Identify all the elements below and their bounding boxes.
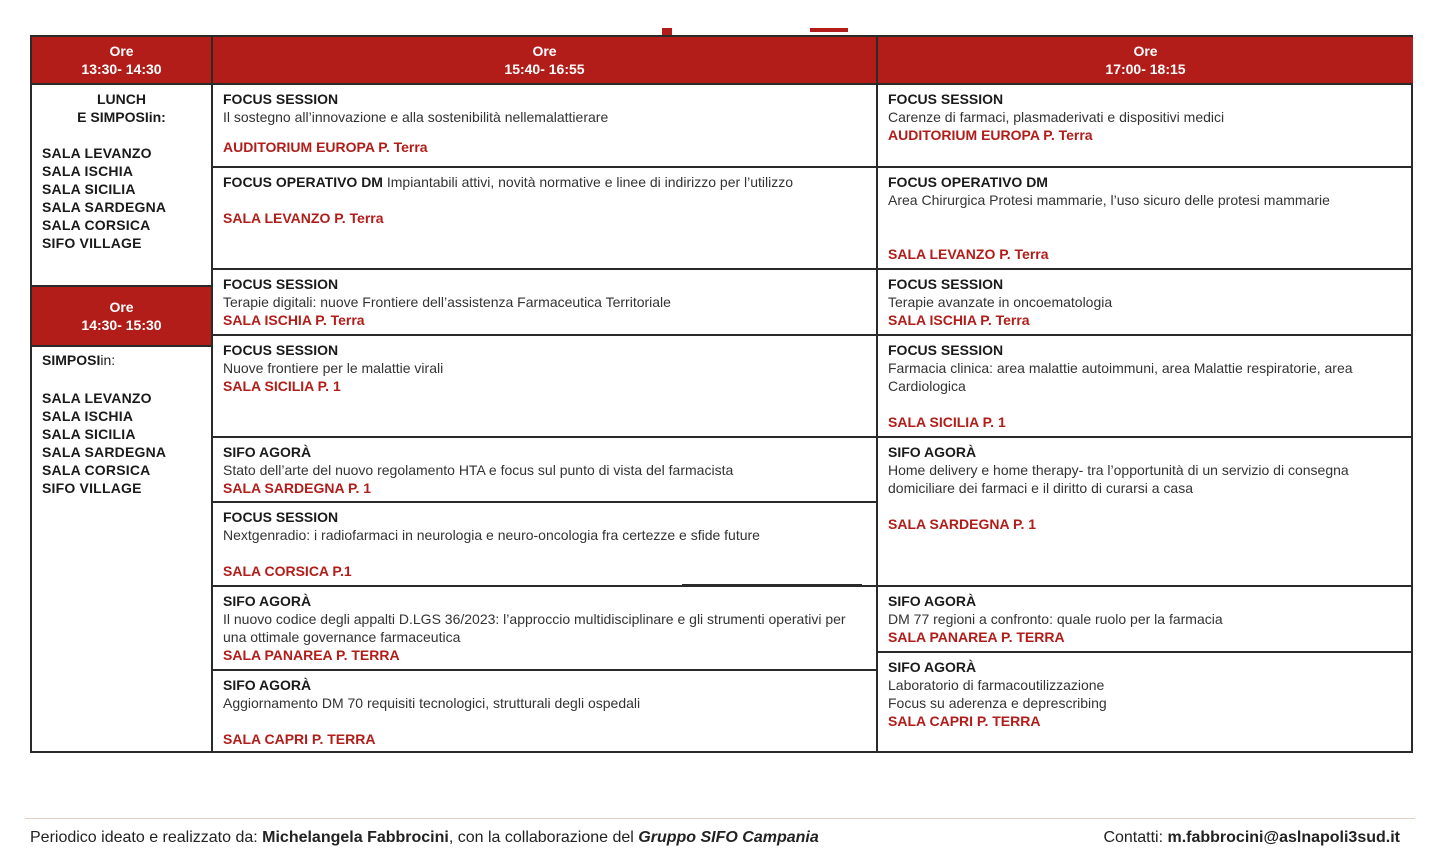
- session-description: Farmacia clinica: area malattie autoimmuni, area Malattie respiratorie, area Cardiologica: [888, 360, 1353, 394]
- footer-email-link[interactable]: m.fabbrocini@aslnapoli3sud.it: [1167, 829, 1400, 846]
- session-room: SALA CORSICA P.1: [223, 563, 352, 579]
- header-label: Ore: [109, 43, 134, 59]
- session-description: Il nuovo codice degli appalti D.LGS 36/2023: l’approccio multidisciplinare e gli strumenti operativi per una ottimale governance farmaceutica: [223, 611, 846, 645]
- session-cell: [213, 336, 876, 436]
- lunch-simposi-block: [32, 90, 211, 252]
- session-room: SALA ISCHIA P. Terra: [888, 312, 1030, 328]
- room-list-item: SALA CORSICA: [42, 462, 151, 478]
- session-description: Laboratorio di farmacoutilizzazione: [888, 677, 1105, 693]
- simposi-label: E SIMPOSI: [77, 109, 149, 125]
- session-room: AUDITORIUM EUROPA P. Terra: [223, 139, 428, 155]
- header-label: Ore: [1133, 43, 1158, 59]
- session-room: AUDITORIUM EUROPA P. Terra: [888, 127, 1093, 143]
- session-cell: [213, 168, 876, 268]
- session-description: Carenze di farmaci, plasmaderivati e dispositivi medici: [888, 109, 1225, 125]
- session-type: FOCUS OPERATIVO DM: [888, 174, 1048, 190]
- session-type: SIFO AGORÀ: [888, 659, 977, 675]
- lunch-label: LUNCH: [97, 91, 146, 107]
- session-room: SALA SICILIA P. 1: [223, 378, 341, 394]
- footer-prefix: Periodico ideato e realizzato da:: [30, 829, 263, 846]
- session-type: FOCUS SESSION: [223, 91, 339, 107]
- session-cell: [213, 503, 876, 585]
- session-description: Nuove frontiere per le malattie virali: [223, 360, 444, 376]
- session-cell: [213, 587, 876, 669]
- session-type: FOCUS SESSION: [888, 342, 1004, 358]
- lunch-title: [42, 90, 201, 126]
- schedule-grid: [30, 35, 1413, 753]
- session-description: Stato dell’arte del nuovo regolamento HTA e focus sul punto di vista del farmacista: [223, 462, 734, 478]
- header-time: 17:00- 18:15: [1105, 61, 1186, 77]
- session-room: SALA SARDEGNA P. 1: [223, 480, 372, 496]
- session-cell: [213, 270, 876, 334]
- session-cell: [878, 653, 1413, 753]
- session-room: SALA PANAREA P. TERRA: [223, 647, 400, 663]
- session-cell: [878, 168, 1413, 268]
- session-cell: [213, 85, 876, 166]
- header-right-time: [878, 37, 1413, 83]
- header-left-time: [32, 37, 211, 83]
- session-cell: [213, 671, 876, 753]
- header-time: 13:30- 14:30: [81, 61, 162, 77]
- footer-group: Gruppo SIFO Campania: [638, 829, 819, 846]
- session-description: Aggiornamento DM 70 requisiti tecnologici, strutturali degli ospedali: [223, 695, 641, 711]
- room-list-item: SALA ISCHIA: [42, 408, 134, 424]
- room-list-item: SALA LEVANZO: [42, 390, 152, 406]
- session-type: SIFO AGORÀ: [223, 444, 312, 460]
- session-cell: [213, 438, 876, 501]
- session-description: Area Chirurgica Protesi mammarie, l’uso sicuro delle protesi mammarie: [888, 192, 1330, 208]
- room-list-item: SALA ISCHIA: [42, 163, 134, 179]
- session-description: Home delivery e home therapy- tra l’opportunità di un servizio di consegna domiciliare dei farmaci e il diritto di curarsi a casa: [888, 462, 1349, 496]
- row-divider: [32, 345, 211, 347]
- session-type: FOCUS SESSION: [223, 276, 339, 292]
- session-cell: [878, 336, 1413, 436]
- simposi-suffix: in:: [148, 109, 166, 125]
- session-description: Il sostegno all’innovazione e alla sostenibilità nellemalattierare: [223, 109, 609, 125]
- session-description: Focus su aderenza e deprescribing: [888, 695, 1107, 711]
- room-list-item: SIFO VILLAGE: [42, 235, 142, 251]
- session-room: SALA CAPRI P. TERRA: [888, 713, 1041, 729]
- session-room: SALA PANAREA P. TERRA: [888, 629, 1065, 645]
- footer-divider: [25, 818, 1415, 819]
- session-type: FOCUS SESSION: [888, 276, 1004, 292]
- header-label: Ore: [532, 43, 557, 59]
- session-type: FOCUS OPERATIVO DM: [223, 174, 383, 190]
- header-graphic-fragment: [810, 28, 848, 32]
- footer-contact: [1103, 829, 1400, 847]
- simposi-suffix: in:: [100, 352, 116, 368]
- session-type: FOCUS SESSION: [223, 342, 339, 358]
- room-list-item: SALA SARDEGNA: [42, 199, 167, 215]
- room-list-item: SALA CORSICA: [42, 217, 151, 233]
- footer-middle: , con la collaborazione del: [448, 829, 639, 846]
- room-list-item: SIFO VILLAGE: [42, 480, 142, 496]
- session-description: Terapie avanzate in oncoematologia: [888, 294, 1113, 310]
- header-middle-time: [213, 37, 876, 83]
- session-room: SALA SARDEGNA P. 1: [888, 516, 1037, 532]
- simposi-title: [42, 351, 201, 369]
- session-description: Impiantabili attivi, novità normative e linee di indirizzo per l’utilizzo: [386, 174, 794, 190]
- session-room: SALA SICILIA P. 1: [888, 414, 1006, 430]
- session-type: SIFO AGORÀ: [223, 677, 312, 693]
- session-cell: [878, 587, 1413, 651]
- header-time: 15:40- 16:55: [504, 61, 585, 77]
- room-list-item: SALA SARDEGNA: [42, 444, 167, 460]
- header-label: Ore: [109, 299, 134, 315]
- session-cell: [878, 85, 1413, 166]
- footer-contact-label: Contatti:: [1103, 829, 1168, 846]
- room-list-item: SALA SICILIA: [42, 181, 136, 197]
- session-cell: [878, 270, 1413, 334]
- simposi-label: SIMPOSI: [42, 352, 101, 368]
- session-description: DM 77 regioni a confronto: quale ruolo per la farmacia: [888, 611, 1223, 627]
- session-description: Terapie digitali: nuove Frontiere dell’assistenza Farmaceutica Territoriale: [223, 294, 671, 310]
- footer: [30, 829, 1410, 847]
- session-type: SIFO AGORÀ: [888, 444, 977, 460]
- header-time: 14:30- 15:30: [81, 317, 162, 333]
- session-cell: [878, 438, 1413, 585]
- session-type: SIFO AGORÀ: [888, 593, 977, 609]
- header-left2-time: [32, 287, 211, 345]
- simposi-block: [32, 351, 211, 497]
- session-type: FOCUS SESSION: [223, 509, 339, 525]
- session-room: SALA LEVANZO P. Terra: [888, 246, 1049, 262]
- room-list-item: SALA SICILIA: [42, 426, 136, 442]
- session-room: SALA LEVANZO P. Terra: [223, 210, 384, 226]
- session-description: Nextgenradio: i radiofarmaci in neurologia e neuro-oncologia fra certezze e sfide future: [223, 527, 760, 543]
- session-room: SALA ISCHIA P. Terra: [223, 312, 365, 328]
- room-list-item: SALA LEVANZO: [42, 145, 152, 161]
- session-type: FOCUS SESSION: [888, 91, 1004, 107]
- session-room: SALA CAPRI P. TERRA: [223, 731, 376, 747]
- footer-author: Michelangela Fabbrocini: [262, 829, 449, 846]
- session-type: SIFO AGORÀ: [223, 593, 312, 609]
